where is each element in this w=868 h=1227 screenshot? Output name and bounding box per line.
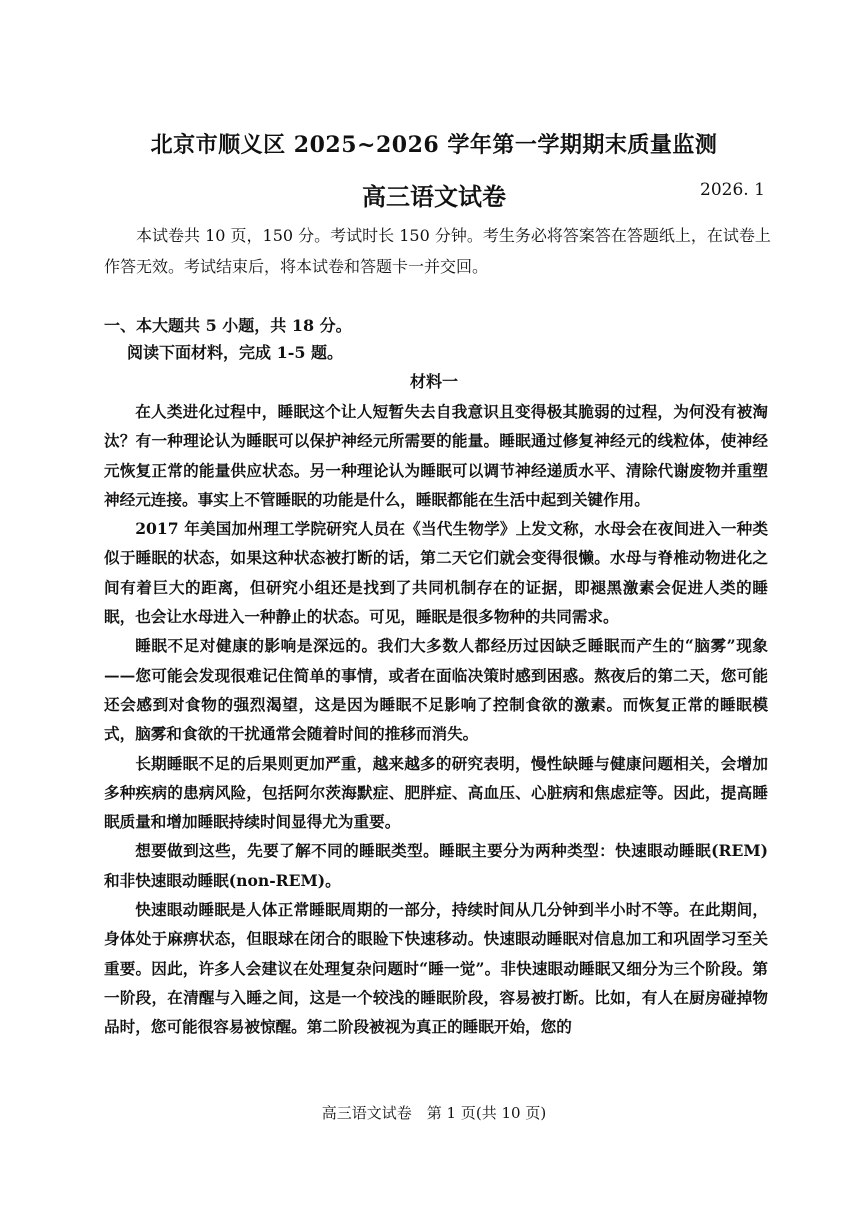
- exam-subtitle: 高三语文试卷: [362, 182, 506, 211]
- paragraph: 在人类进化过程中，睡眠这个让人短暂失去自我意识且变得极其脆弱的过程，为何没有被淘汰？有一种理论认为睡眠可以保护神经元所需要的能量。睡眠通过修复神经元的线粒体，使神经元恢复正常的能量供应状态。另一种理论认为睡眠可以调节神经递质水平、清除代谢废物并重塑神经元连接。事实上不管睡眠的功能是什么，睡眠都能在生活中起到关键作用。: [104, 402, 768, 509]
- paragraph: 2017 年美国加州理工学院研究人员在《当代生物学》上发文称，水母会在夜间进入一种类似于睡眠的状态，如果这种状态被打断的话，第二天它们就会变得很懒。水母与脊椎动物进化之间有着巨大的距离，但研究小组还是找到了共同机制存在的证据，即褪黑激素会促进人类的睡眠，也会让水母进入一种静止的状态。可见，睡眠是很多物种的共同需求。: [104, 519, 768, 627]
- paragraph: 睡眠不足对健康的影响是深远的。我们大多数人都经历过因缺乏睡眠而产生的“脑雾”现象——您可能会发现很难记住简单的事情，或者在面临决策时感到困惑。熬夜后的第二天，您可能还会感到对食物的强烈渴望，这是因为睡眠不足影响了控制食欲的激素。而恢复正常的睡眠模式，脑雾和食欲的干扰通常会随着时间的推移而消失。: [104, 636, 768, 744]
- paragraph: 长期睡眠不足的后果则更加严重，越来越多的研究表明，慢性缺睡与健康问题相关，会增加多种疾病的患病风险，包括阿尔茨海默症、肥胖症、高血压、心脏病和焦虑症等。因此，提高睡眠质量和增加睡眠持续时间显得尤为重要。: [104, 753, 768, 832]
- section-heading: 一、本大题共 5 小题，共 18 分。: [104, 316, 352, 335]
- exam-title: 北京市顺义区 2025~2026 学年第一学期期末质量监测: [150, 132, 718, 158]
- paragraph: 想要做到这些，先要了解不同的睡眠类型。睡眠主要分为两种类型：快速眼动睡眠(REM)和非快速眼动睡眠(non-REM)。: [104, 841, 768, 890]
- material-body: [104, 397, 768, 1042]
- paragraph: 快速眼动睡眠是人体正常睡眠周期的一部分，持续时间从几分钟到半小时不等。在此期间，身体处于麻痹状态，但眼球在闭合的眼睑下快速移动。快速眼动睡眠对信息加工和巩固学习至关重要。因此，许多人会建议在处理复杂问题时“睡一觉”。非快速眼动睡眠又细分为三个阶段。第一阶段，在清醒与入睡之间，这是一个较浅的睡眠阶段，容易被打断。比如，有人在厨房碰掉物品时，您可能很容易被惊醒。第二阶段被视为真正的睡眠开始，您的: [104, 900, 768, 1037]
- page-footer: 高三语文试卷 第 1 页(共 10 页): [321, 1104, 547, 1122]
- section-instruction: 阅读下面材料，完成 1-5 题。: [127, 343, 344, 362]
- material-title: 材料一: [409, 372, 458, 391]
- instructions-text: 本试卷共 10 页，150 分。考试时长 150 分钟。考生务必将答案答在答题纸上，在试卷上作答无效。考试结束后，将本试卷和答题卡一并交回。: [104, 226, 771, 276]
- exam-date: 2026. 1: [700, 180, 765, 200]
- exam-instructions: [104, 220, 776, 282]
